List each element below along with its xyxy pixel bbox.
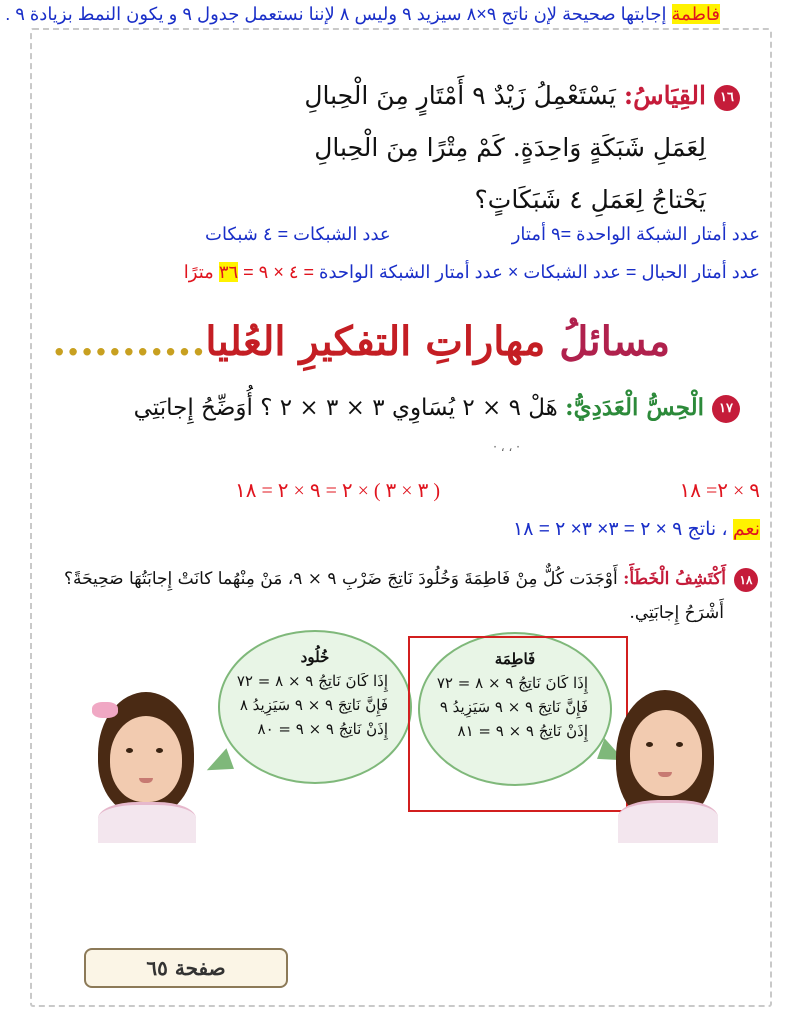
bubble-khulood-line2: فَإِنَّ نَاتِجَ ٩ × ٩ سَيَزِيدُ ٨ <box>239 696 388 714</box>
q18-answer-text: إجابتها صحيحة لإن ناتج ٩×٨ سيزيد ٩ وليس ٨ لإننا نستعمل جدول ٩ و يكون النمط بزيادة ٩ . <box>5 4 672 24</box>
q18-answer-name: فاطمة <box>671 4 720 24</box>
q18-text: أَوْجَدَت كُلٌّ مِنْ فَاطِمَةَ وَخُلُودَ نَاتِجَ ضَرْبِ ٩ × ٩، مَنْ مِنْهُما كانَتْ إِجابَتُهَا صَحِيحَةً؟ <box>63 569 624 589</box>
q16-answer-unit: مترًا <box>183 262 219 282</box>
q17-yes: نعم <box>732 519 760 540</box>
question-18 <box>38 562 758 630</box>
heading-rest: مهاراتِ التفكيرِ العُليا <box>205 318 560 365</box>
bubble-fatima-title: فَاطِمَة <box>494 650 536 668</box>
question-number-16: ١٦ <box>714 85 740 111</box>
q17-math-left: ( ٣ × ٣ ) × ٢ = ٩ × ٢ = ١٨ <box>235 480 440 502</box>
q16-answer-formula: عدد أمتار الحبال = عدد الشبكات × عدد أمتار الشبكة الواحدة <box>319 262 760 282</box>
heading-first-word: مسائلُ <box>559 318 670 365</box>
heading-dots: ........... <box>52 318 206 365</box>
q16-keyword: القِيَاسُ: <box>623 81 706 110</box>
q16-text1: يَسْتَعْمِلُ زَيْدٌ ٩ أَمْتَارٍ مِنَ الْحِبالِ <box>304 81 624 110</box>
question-number-18: ١٨ <box>734 568 758 592</box>
q17-keyword: الْحِسُّ الْعَدَدِيُّ: <box>565 394 704 421</box>
q17-answer-text: ، ناتج ٩ × ٢ = ٣× ٣× ٢ = ١٨ <box>513 519 733 540</box>
question-17 <box>134 394 740 423</box>
q17-answer <box>513 518 760 541</box>
q16-line3: يَحْتاجُ لِعَمَلِ ٤ شَبَكَاتٍ؟ <box>474 185 706 214</box>
bubble-fatima-line2: فَإِنَّ نَاتِجَ ٩ × ٩ سَيَزِيدُ ٩ <box>439 698 588 716</box>
girl-fatima-image <box>606 686 722 840</box>
q16-answer-meters: عدد أمتار الشبكة الواحدة =٩ أمتار <box>511 224 760 244</box>
q16-answer-calc: = ٤ × ٩ = <box>238 262 320 282</box>
bubble-fatima-line1: إِذَا كَانَ نَاتِجُ ٩ × ٨ = ٧٢ <box>436 674 588 692</box>
q17-text: هَلْ ٩ × ٢ يُسَاوِي ٣ × ٣ × ٢ ؟ أُوَضِّحُ إِجابَتِي <box>133 395 566 421</box>
q16-line2: لِعَمَلِ شَبَكَةٍ وَاحِدَةٍ. كَمْ مِتْرًا مِنَ الْحِبالِ <box>314 133 706 162</box>
question-number-17: ١٧ <box>712 395 740 423</box>
bubble-fatima-line3: إِذَنْ نَاتِجُ ٩ × ٩ = ٨١ <box>457 722 588 740</box>
q16-answer-line2 <box>40 262 760 283</box>
question-16 <box>100 70 740 226</box>
bubble-khulood <box>218 630 412 784</box>
bubble-khulood-line3: إِذَنْ نَاتِجُ ٩ × ٩ = ٨٠ <box>257 720 388 738</box>
clipped-text-fragment: · ، ، · <box>493 440 520 454</box>
section-heading <box>52 318 670 365</box>
q16-answer-result: ٣٦ <box>218 262 239 282</box>
q18-answer <box>0 0 720 28</box>
q18-text2: أَشْرَحُ إِجابَتِي. <box>629 603 724 623</box>
girl-khulood-image <box>92 690 202 840</box>
q16-answer-line1 <box>40 224 760 245</box>
q16-line1 <box>100 70 740 122</box>
q17-math-right: ٩ × ٢= ١٨ <box>679 480 760 502</box>
bubble-khulood-title: خُلُود <box>300 648 330 666</box>
q16-answer-nets: عدد الشبكات = ٤ شبكات <box>205 224 391 244</box>
bubble-khulood-line1: إِذَا كَانَ نَاتِجُ ٩ × ٨ = ٧٢ <box>236 672 388 690</box>
correct-answer-highlight-box <box>408 636 628 812</box>
q18-keyword: أَكْتَشِفُ الْخَطَأَ: <box>623 569 726 589</box>
page-number-label: صفحة ٦٥ <box>84 948 288 988</box>
